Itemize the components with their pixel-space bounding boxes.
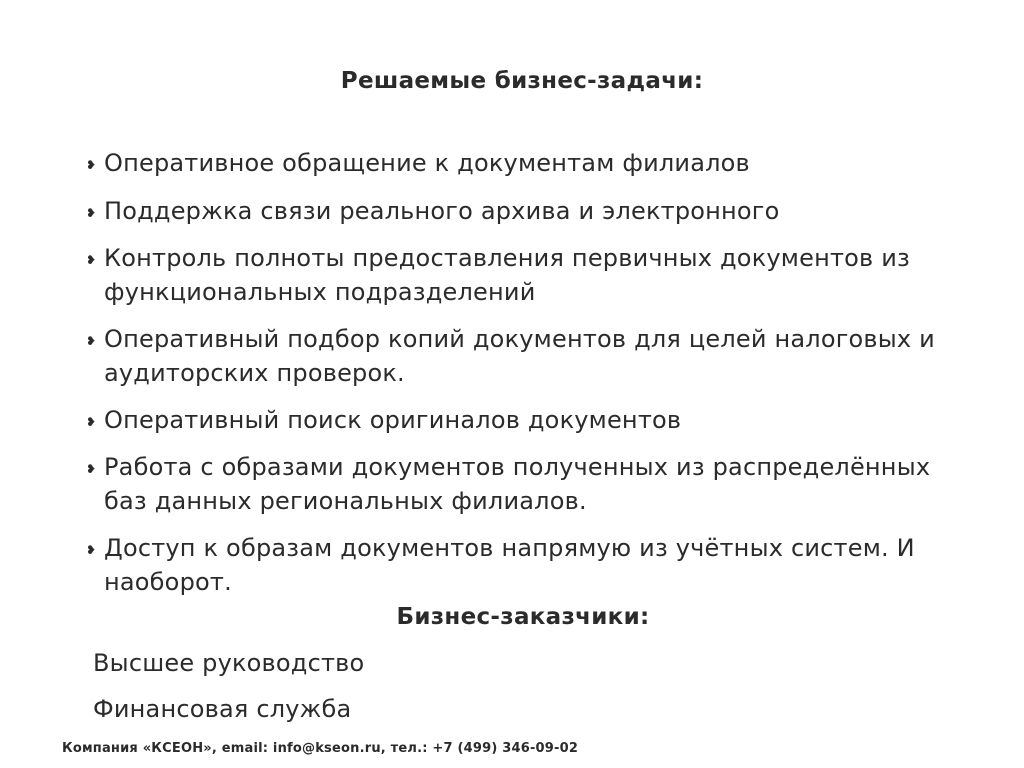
bullet-icon: ❥ bbox=[86, 415, 97, 429]
list-item: Финансовая служба bbox=[93, 695, 352, 723]
footer-contact: Компания «КСЕОН», email: info@kseon.ru, тел.: +7 (499) 346-09-02 bbox=[62, 741, 579, 756]
list-item bbox=[84, 194, 964, 228]
slide-title: Решаемые бизнес-задачи: bbox=[340, 68, 704, 94]
list-item bbox=[84, 241, 964, 309]
list-item-text: Доступ к образам документов напрямую из учётных систем. И наоборот. bbox=[104, 534, 915, 596]
bullet-icon: ❥ bbox=[86, 543, 97, 557]
list-item bbox=[84, 450, 964, 518]
list-item-text: Оперативный подбор копий документов для целей налоговых и аудиторских проверок. bbox=[104, 325, 935, 387]
list-item-text: Оперативный поиск оригиналов документов bbox=[104, 406, 682, 434]
bullet-icon: ❥ bbox=[86, 253, 97, 267]
list-item: Высшее руководство bbox=[93, 649, 365, 677]
bullet-icon: ❥ bbox=[86, 334, 97, 348]
bullet-icon: ❥ bbox=[86, 462, 97, 476]
list-item-text: Работа с образами документов полученных из распределённых баз данных региональных филиалов. bbox=[104, 453, 931, 515]
list-item-text: Оперативное обращение к документам филиалов bbox=[104, 149, 750, 177]
business-clients-list bbox=[93, 646, 364, 738]
list-item bbox=[84, 146, 964, 180]
business-tasks-list bbox=[84, 146, 964, 612]
list-item-text: Контроль полноты предоставления первичных документов из функциональных подразделений bbox=[104, 244, 910, 306]
bullet-icon: ❥ bbox=[86, 206, 97, 220]
list-item-text: Поддержка связи реального архива и электронного bbox=[104, 197, 780, 225]
list-item bbox=[84, 322, 964, 390]
bullet-icon: ❥ bbox=[86, 158, 97, 172]
slide-subtitle: Бизнес-заказчики: bbox=[396, 604, 650, 630]
list-item bbox=[84, 403, 964, 437]
list-item bbox=[84, 531, 964, 599]
